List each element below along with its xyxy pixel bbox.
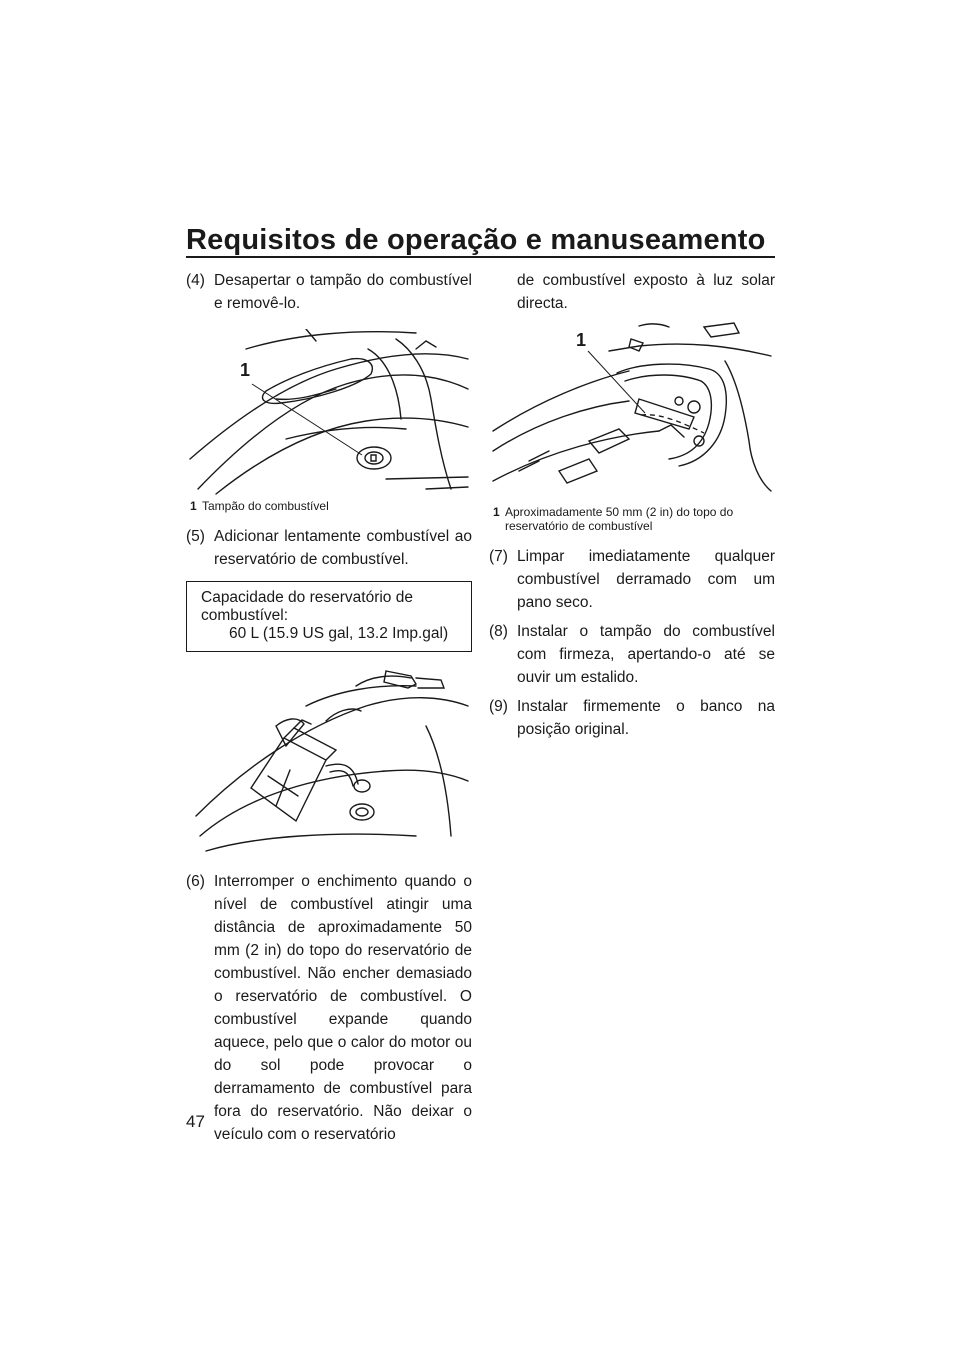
right-column <box>489 269 775 747</box>
figure-caption <box>190 499 472 513</box>
left-column <box>186 269 472 1152</box>
figure-caption <box>493 505 775 533</box>
caption-number: 1 <box>190 499 197 513</box>
page-number: 47 <box>186 1112 205 1131</box>
step-8 <box>489 620 775 689</box>
caption-number: 1 <box>493 505 500 519</box>
step-6 <box>186 870 472 1146</box>
page-title: Requisitos de operação e manuseamento <box>186 224 766 256</box>
step-6-continued: de combustível exposto à luz solar directa. <box>517 272 775 312</box>
step-4 <box>186 269 472 315</box>
step-text: Instalar firmemente o banco na posição original. <box>517 698 775 738</box>
spec-label: Capacidade do reservatório de combustível: <box>201 589 413 624</box>
step-text: Instalar o tampão do combustível com firmeza, apertando-o até se ouvir um estalido. <box>517 623 775 686</box>
spec-value: 60 L (15.9 US gal, 13.2 Imp.gal) <box>229 625 449 642</box>
step-number: (6) <box>186 873 205 890</box>
step-text: Desapertar o tampão do combustível e removê-lo. <box>214 272 472 312</box>
step-7 <box>489 545 775 614</box>
step-number: (8) <box>489 623 508 640</box>
step-number: (9) <box>489 698 508 715</box>
watercraft-fuel-cap-illustration <box>186 329 472 495</box>
fuel-level-figure <box>489 321 775 533</box>
caption-text: Aproximadamente 50 mm (2 in) do topo do reservatório de combustível <box>505 505 734 533</box>
fuel-tank-level-illustration <box>489 321 775 501</box>
step-text: Adicionar lentamente combustível ao reservatório de combustível. <box>214 528 472 568</box>
refill-figure <box>186 666 472 856</box>
figure-callout: 1 <box>576 330 587 350</box>
step-number: (7) <box>489 548 508 565</box>
fuel-cap-figure <box>186 329 472 513</box>
figure-callout: 1 <box>240 360 251 380</box>
step-text: Limpar imediatamente qualquer combustível derramado com um pano seco. <box>517 548 775 611</box>
step-number: (4) <box>186 272 205 289</box>
header-rule <box>186 256 775 258</box>
step-text: Interromper o enchimento quando o nível de combustível atingir uma distância de aproximadamente 50 mm (2 in) do topo do reservatório de combustível. Não encher demasiado o reservatório de combustível. O combustível expande quando aquece, pelo que o calor do motor ou do sol pode provocar o derramamento de combustível para fora do reservatório. Não deixar o veículo com o reservatório <box>214 873 472 1143</box>
step-number: (5) <box>186 528 205 545</box>
fuel-capacity-spec-box <box>186 581 472 652</box>
fuel-can-refilling-illustration <box>186 666 472 856</box>
step-9 <box>489 695 775 741</box>
step-5 <box>186 525 472 571</box>
caption-text: Tampão do combustível <box>202 499 329 513</box>
